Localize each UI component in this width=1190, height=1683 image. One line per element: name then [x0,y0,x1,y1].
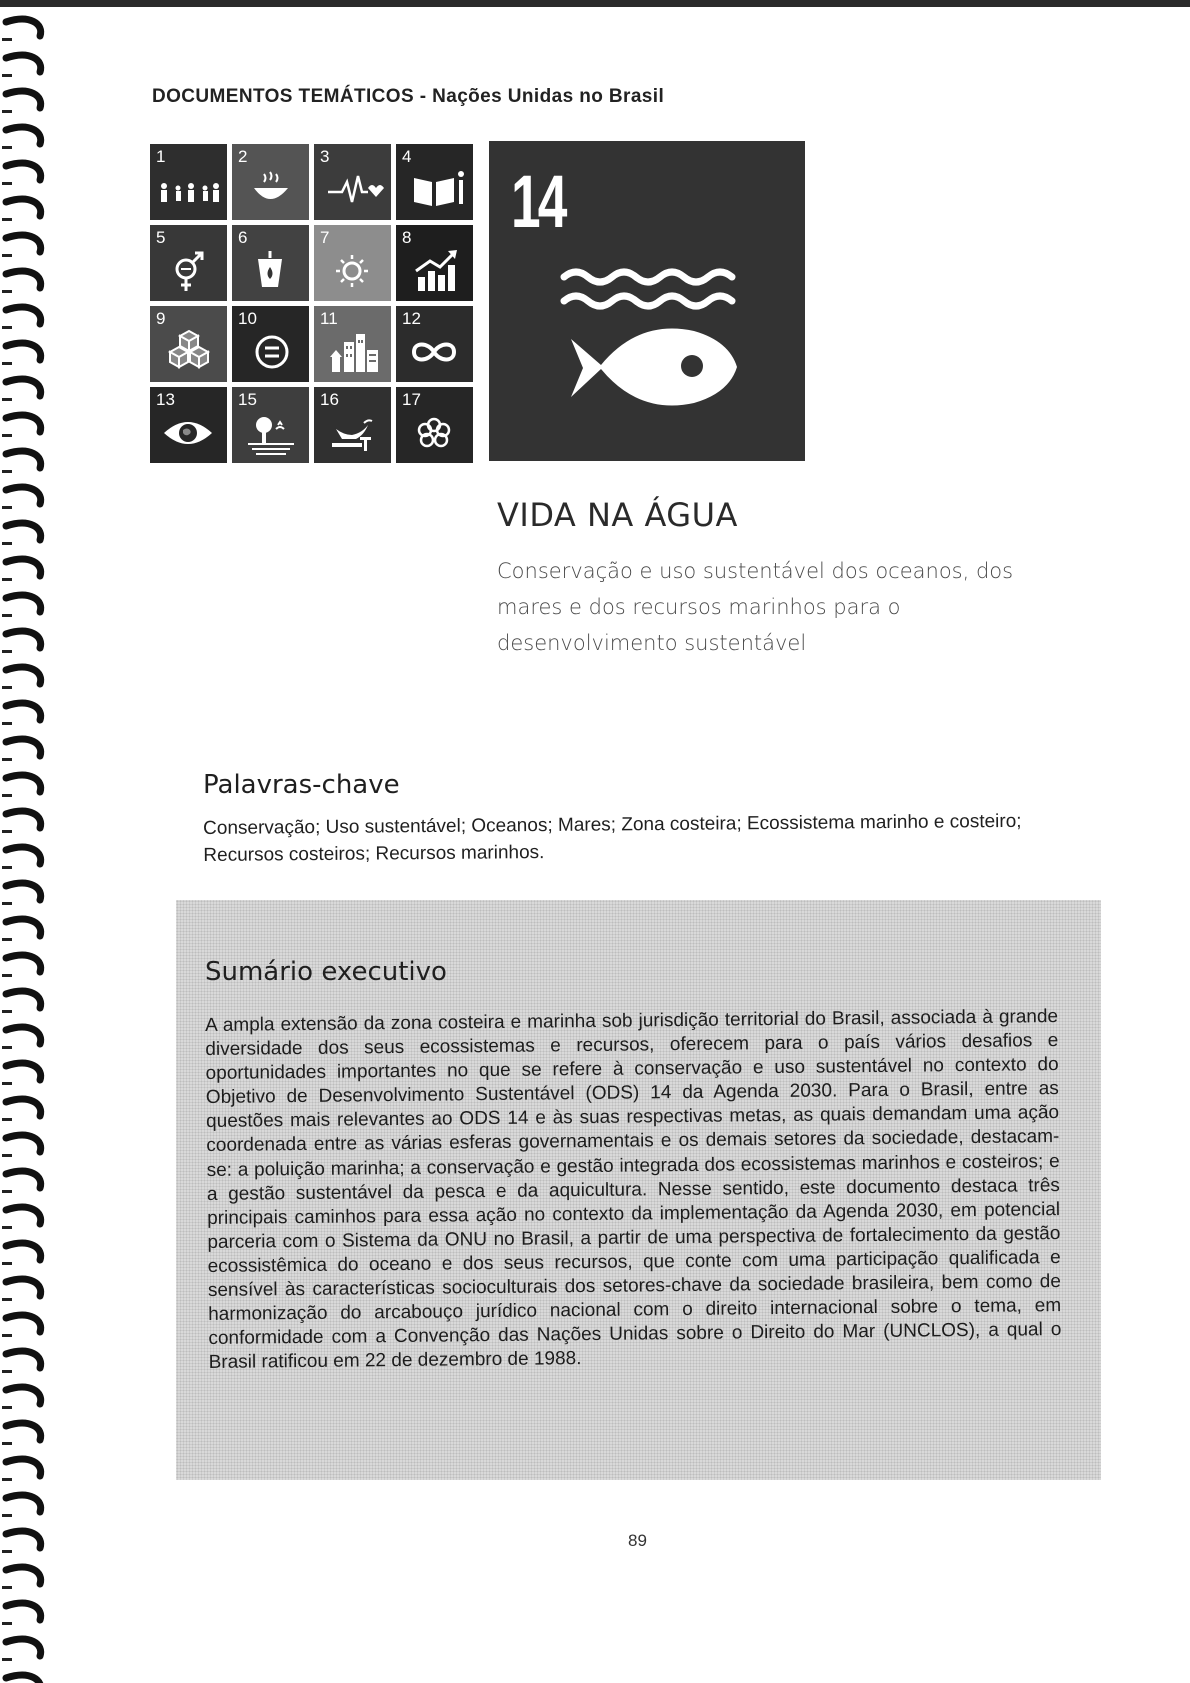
goal-title: VIDA NA ÁGUA [497,496,738,534]
tile-number: 2 [238,147,248,166]
binding-coil [6,1135,41,1152]
sdg-tile-9 [150,306,227,382]
tile-number: 13 [156,390,175,409]
binding-hole [2,830,12,833]
book-icon [396,144,473,220]
binding-coil [6,631,41,648]
binding-coil [6,559,41,576]
binding-hole [2,686,12,689]
binding-hole [2,578,12,581]
binding-hole [2,254,12,257]
binding-coil [6,1027,41,1044]
page-number: 89 [628,1531,647,1550]
binding-hole [2,398,12,401]
sdg-tile-17 [396,387,473,463]
binding-coil [6,523,41,540]
keywords-text: Conservação; Uso sustentável; Oceanos; Mares; Zona costeira; Ecossistema marinho e costeiro; Recursos costeiros; Recursos marinhos. [203,810,1022,866]
binding-coil [6,1171,41,1188]
binding-coil [6,487,41,504]
binding-coil [6,955,41,972]
sdg-tile-grid [150,144,473,463]
binding-coil [6,127,41,144]
binding-coil [6,1459,41,1476]
binding-hole [2,182,12,185]
binding-coil [6,1279,41,1296]
binding-coil [6,199,41,216]
sdg-tile-16 [314,387,391,463]
tile-number: 10 [238,309,257,328]
binding-coil [6,1351,41,1368]
binding-coil [6,415,41,432]
binding-hole [2,74,12,77]
binding-coil [6,19,41,36]
water-drop-icon [232,225,309,301]
sdg-tile-4 [396,144,473,220]
binding-coil [6,1639,41,1656]
binding-hole [2,650,12,653]
binding-hole [2,38,12,41]
tile-number: 15 [238,390,257,409]
binding-hole [2,326,12,329]
binding-coil [6,55,41,72]
fish-waves-icon [489,141,805,461]
sdg-tile-8 [396,225,473,301]
binding-hole [2,1226,12,1229]
binding-coil [6,1675,41,1683]
binding-hole [2,1442,12,1445]
binding-hole [2,506,12,509]
goal-subtitle-line: Conservação e uso sustentável dos oceanos, dos [497,559,1014,583]
binding-hole [2,974,12,977]
binding-coil [6,991,41,1008]
page-top-edge [0,0,1190,7]
binding-coil [6,1567,41,1584]
dove-icon [314,387,391,463]
binding-hole [2,146,12,149]
binding-coil [6,1387,41,1404]
binding-coil [6,271,41,288]
binding-coil [6,1063,41,1080]
binding-hole [2,1010,12,1013]
tile-number: 8 [402,228,412,247]
binding-coil [6,775,41,792]
binding-hole [2,614,12,617]
binding-hole [2,470,12,473]
binding-hole [2,866,12,869]
binding-hole [2,1190,12,1193]
binding-hole [2,1478,12,1481]
goal-subtitle [497,553,1077,661]
binding-coil [6,91,41,108]
binding-hole [2,1370,12,1373]
sdg-tile-10 [232,306,309,382]
binding-coil [6,343,41,360]
binding-coil [6,307,41,324]
tile-number: 1 [156,147,166,166]
binding-hole [2,290,12,293]
binding-hole [2,758,12,761]
binding-hole [2,722,12,725]
binding-coil [6,379,41,396]
flower-icon [396,387,473,463]
tile-number: 9 [156,309,166,328]
spiral-binding [0,0,80,1683]
binding-coil [6,1243,41,1260]
cubes-icon [150,306,227,382]
equality-icon [232,306,309,382]
keywords-heading: Palavras-chave [203,770,400,800]
tile-number: 17 [402,390,421,409]
tile-number: 5 [156,228,166,247]
featured-goal-number: 14 [511,160,565,243]
binding-coil [6,883,41,900]
sun-icon [314,225,391,301]
tile-number: 16 [320,390,339,409]
executive-summary-text: A ampla extensão da zona costeira e marinha sob jurisdição territorial do Brasil, associada à grande diversidade dos seus ecossistemas e recursos, oferecem para o país vários desafios e oportunidades importantes no que se refere à conservação e uso sustentável no contexto do Objetivo de Desenvolvimento Sustentável (ODS) 14 da Agenda 2030. Para o Brasil, entre as questões mais relevantes ao ODS 14 e às suas respectivas metas, as quais demandam uma ação coordenada entre as várias esferas governamentais e os demais setores da sociedade, destacam-se: a poluição marinha; a conservação e gestão integrada dos ecossistemas marinhos e costeiros; e a gestão sustentável da pesca e da aquicultura. Nesse sentido, este documento destaca três principais caminhos para essa ação no contexto da implementação da Agenda 2030, em potencial parceria com o Sistema da ONU no Brasil, a partir de uma perspectiva de fortalecimento da gestão ecossistêmica do oceano e dos seus recursos, que conte com uma participação qualificada e sensível às características socioculturais dos setores-chave da sociedade brasileira, bem como de harmonização do arcabouço jurídico nacional com o direito internacional sobre o tema, em conformidade com a Convenção das Nações Unidas sobre o Direito do Mar (UNCLOS), a qual o Brasil ratificou em 22 de dezembro de 1988. [205,1006,1062,1374]
sdg-tile-7 [314,225,391,301]
binding-coil [6,847,41,864]
binding-hole [2,1550,12,1553]
binding-coil [6,811,41,828]
featured-goal-tile [489,141,805,461]
tile-number: 12 [402,309,421,328]
binding-hole [2,1334,12,1337]
sdg-tile-15 [232,387,309,463]
binding-coil [6,739,41,756]
binding-coil [6,451,41,468]
binding-coil [6,1423,41,1440]
goal-subtitle-line: desenvolvimento sustentável [497,631,807,655]
infinity-icon [396,306,473,382]
binding-hole [2,1298,12,1301]
binding-coil [6,1207,41,1224]
binding-coil [6,1495,41,1512]
binding-coil [6,703,41,720]
goal-subtitle-line: mares e dos recursos marinhos para o [497,595,901,619]
sdg-tile-1 [150,144,227,220]
binding-hole [2,1046,12,1049]
binding-hole [2,1118,12,1121]
binding-hole [2,542,12,545]
binding-hole [2,362,12,365]
binding-coil [6,163,41,180]
binding-hole [2,1622,12,1625]
binding-hole [2,1406,12,1409]
binding-hole [2,902,12,905]
sdg-tile-13 [150,387,227,463]
sdg-tile-5 [150,225,227,301]
binding-hole [2,1658,12,1661]
binding-coil [6,235,41,252]
binding-coil [6,1315,41,1332]
binding-hole [2,1514,12,1517]
binding-hole [2,110,12,113]
tile-number: 7 [320,228,330,247]
binding-coil [6,595,41,612]
binding-hole [2,434,12,437]
binding-coil [6,1531,41,1548]
executive-summary-heading: Sumário executivo [205,957,447,987]
city-icon [314,306,391,382]
binding-coil [6,1099,41,1116]
sdg-tile-12 [396,306,473,382]
heartbeat-icon [314,144,391,220]
growth-chart-icon [396,225,473,301]
bowl-icon [232,144,309,220]
tree-icon [232,387,309,463]
eye-globe-icon [150,387,227,463]
tile-number: 3 [320,147,330,166]
binding-coil [6,667,41,684]
binding-coil [6,1603,41,1620]
sdg-tile-3 [314,144,391,220]
binding-hole [2,794,12,797]
sdg-tile-6 [232,225,309,301]
tile-number: 4 [402,147,412,166]
binding-hole [2,1082,12,1085]
binding-hole [2,1154,12,1157]
binding-hole [2,218,12,221]
binding-hole [2,938,12,941]
sdg-tile-2 [232,144,309,220]
binding-hole [2,1586,12,1589]
gender-icon [150,225,227,301]
family-icon [150,144,227,220]
binding-coil [6,919,41,936]
document-header: DOCUMENTOS TEMÁTICOS - Nações Unidas no Brasil [152,86,665,107]
tile-number: 11 [320,309,338,328]
sdg-tile-11 [314,306,391,382]
tile-number: 6 [238,228,248,247]
binding-hole [2,1262,12,1265]
